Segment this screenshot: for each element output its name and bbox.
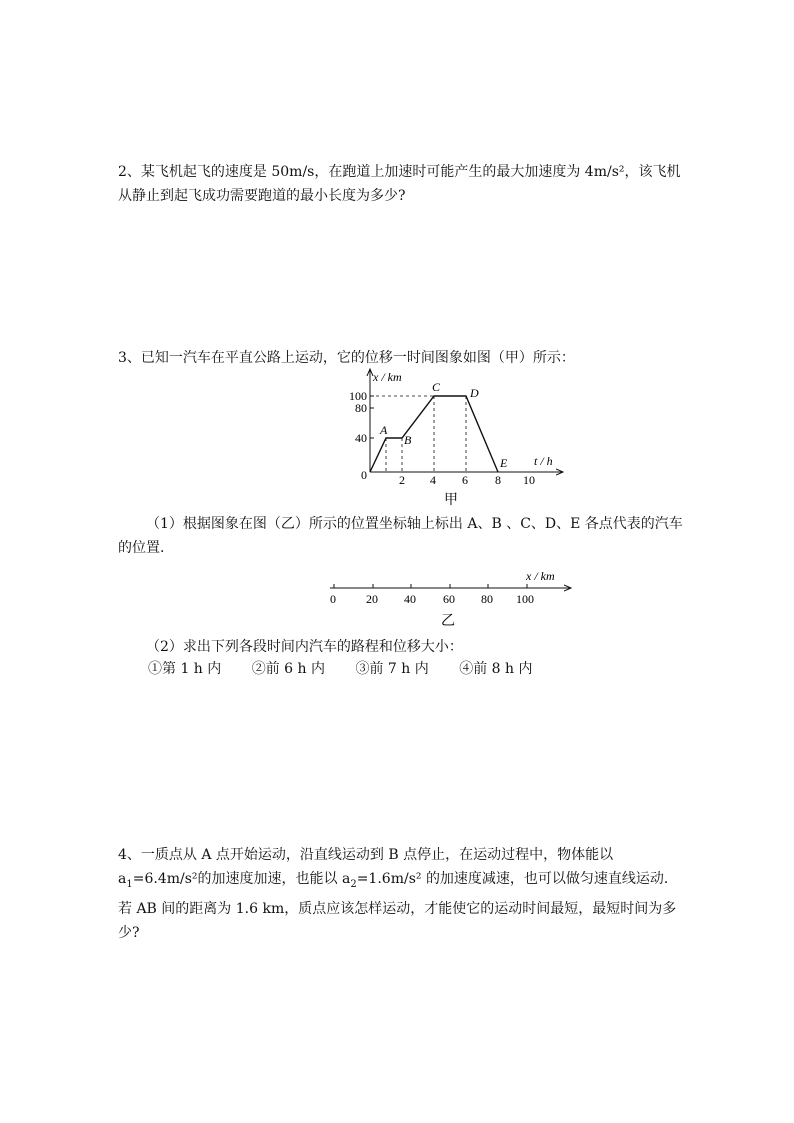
number-line-label: x / km	[526, 569, 555, 583]
question-3-intro-text: 3、已知一汽车在平直公路上运动，它的位移一时间图象如图（甲）所示：	[118, 350, 575, 366]
x-tick-6: 6	[462, 473, 468, 487]
number-line-tick-100: 100	[516, 592, 534, 606]
subscript-2: 2	[350, 878, 357, 890]
question-2	[118, 160, 688, 208]
item-3: ③前 7 h 内	[355, 661, 429, 677]
number-line-tick-60: 60	[443, 592, 455, 606]
y-axis-label: x / km	[373, 370, 402, 384]
graph-jia	[340, 366, 580, 510]
question-4-part-a: 4、一质点从 A 点开始运动，沿直线运动到 B 点停止，在运动过程中，物体能以 a	[118, 847, 614, 887]
question-4-part-c: 的加速度加速，也能以 a	[197, 871, 351, 887]
x-tick-4: 4	[430, 473, 436, 487]
point-label-a: A	[380, 423, 388, 437]
graph-caption-yi: 乙	[441, 614, 455, 629]
question-4	[118, 843, 688, 945]
point-label-d: D	[470, 386, 479, 400]
y-tick-100: 100	[349, 389, 367, 403]
graph-yi	[318, 566, 580, 630]
y-tick-40: 40	[355, 431, 367, 445]
item-2: ②前 6 h 内	[251, 661, 326, 677]
number-line-tick-20: 20	[366, 592, 378, 606]
x-tick-2: 2	[399, 473, 405, 487]
question-4-part-d: =1.6m/s² 的加速度减速，也可以做匀速直线运动．若 AB 间的距离为 1.6 km，质点应该怎样运动，才能使它的运动时间最短，最短时间为多少?	[118, 871, 678, 941]
subscript-1: 1	[126, 878, 133, 890]
question-3-items	[148, 657, 558, 681]
origin-label: 0	[361, 468, 367, 482]
question-3-part-2-text: （2）求出下列各段时间内汽车的路程和位移大小：	[146, 639, 463, 655]
question-3-part-1-text: （1）根据图象在图（乙）所示的位置坐标轴上标出 A、B 、C、D、E 各点代表的汽车的位置.	[118, 516, 683, 556]
item-1: ①第 1 h 内	[148, 661, 222, 677]
item-4: ④前 8 h 内	[459, 661, 533, 677]
x-tick-8: 8	[495, 473, 501, 487]
y-tick-80: 80	[355, 401, 367, 415]
number-line-tick-0: 0	[330, 592, 336, 606]
question-4-part-b: =6.4m/s²	[132, 871, 198, 887]
question-3-part-1	[118, 512, 688, 560]
graph-caption-jia: 甲	[444, 493, 458, 508]
question-3-part-2	[118, 635, 688, 659]
point-label-e: E	[500, 456, 508, 470]
point-label-c: C	[432, 380, 441, 394]
point-label-b: B	[404, 433, 412, 447]
number-line-tick-40: 40	[404, 592, 416, 606]
x-tick-10: 10	[523, 473, 535, 487]
question-2-text: 2、某飞机起飞的速度是 50m/s，在跑道上加速时可能产生的最大加速度为 4m/s²，该飞机从静止到起飞成功需要跑道的最小长度为多少?	[118, 164, 681, 204]
number-line-tick-80: 80	[481, 592, 493, 606]
x-axis-label: t / h	[534, 454, 553, 468]
